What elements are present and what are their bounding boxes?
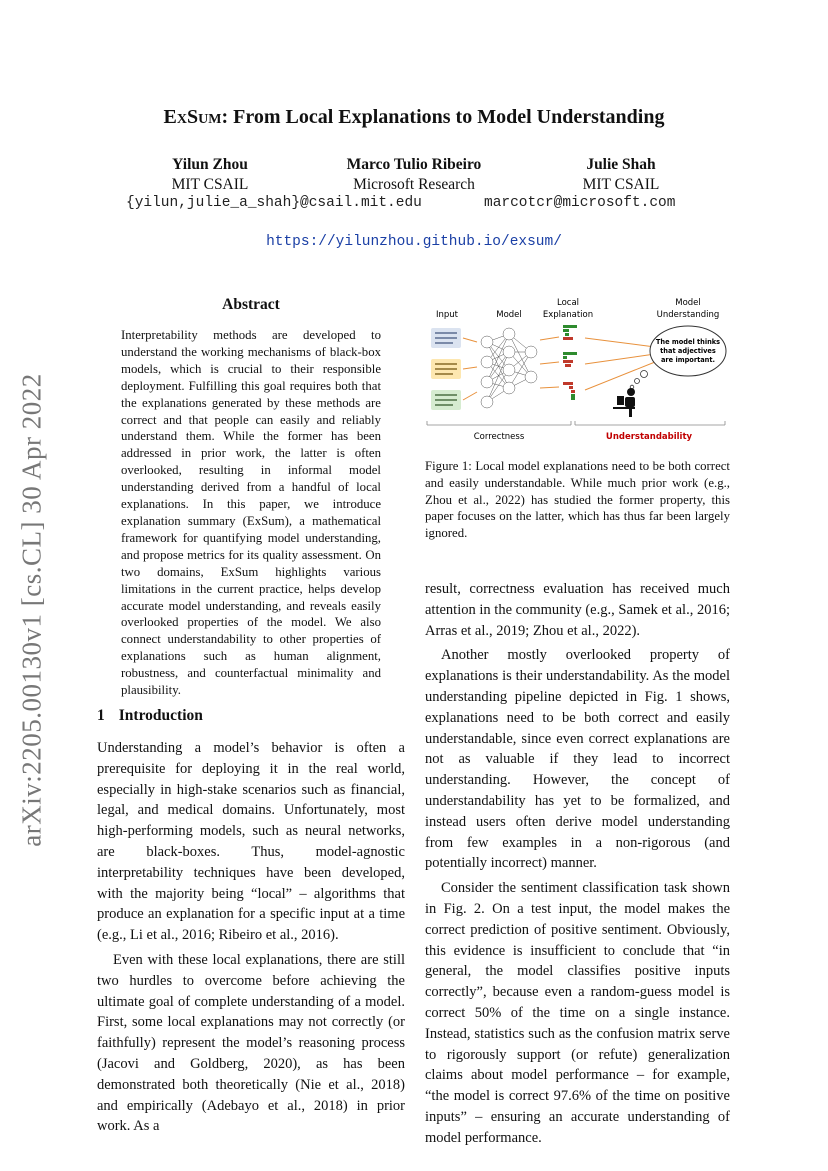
thought-bubble-icon: [630, 326, 726, 389]
fig-label-model: Model: [496, 310, 522, 320]
paragraph: Even with these local explanations, there are still two hurdles to overcome before achieving the ultimate goal of complete understanding of a model. First, some local explanations may not correctly (or faithfully) represent the model’s reasoning process (Jacovi and Goldberg, 2020), as has been demonstrated both theoretically (Nie et al., 2018) and empirically (Adebayo et al., 2018) in prior work. As a: [97, 951, 405, 1135]
fig-label-local: Local: [556, 298, 580, 308]
abstract-body: Interpretability methods are developed to understand the working mechanisms of black-box models, which is crucial to their responsible deployment. Fulfilling this goal requires both that the explanations generated by these methods are correct and that people can easily and reliably understand them. While the former has been addressed in prior work, the latter is often overlooked, resulting in informal model understanding derived from a handful of local explanations. In this paper, we introduce explanation summary (ExSum), a mathematical framework for quantifying model understanding, and propose metrics for its quality assessment. On two domains, ExSum highlights various limitations in the current practice, helps develop accurate model understanding, and reveals easily overlooked properties of the model. We also connect understandability to other properties of explanations such as human alignment, robustness, and counterfactual minimality and plausibility.: [121, 328, 381, 698]
author-affiliation: MIT CSAIL: [582, 176, 660, 193]
author-name: Yilun Zhou: [172, 156, 248, 173]
arxiv-sidebar: [12, 360, 52, 860]
fig-label-model2: Model: [675, 298, 701, 308]
author-email-right: marcotcr@microsoft.com: [484, 195, 676, 211]
paper-title-text: ExSum: From Local Explanations to Model Understanding: [163, 106, 665, 128]
right-column-body: [425, 579, 730, 1149]
paragraph: result, correctness evaluation has received much attention in the community (e.g., Samek et al., 2016; Arras et al., 2019; Zhou et al., 2022).: [425, 581, 730, 639]
person-at-computer-icon: [613, 388, 635, 417]
fig-label-correctness: Correctness: [473, 432, 525, 442]
author-name: Julie Shah: [586, 156, 656, 173]
author-block-3: [541, 155, 701, 195]
neural-network-icon: [481, 328, 537, 408]
bubble-line-1: The model thinks: [655, 338, 721, 346]
section-number: 1: [97, 707, 105, 724]
paragraph: Consider the sentiment classification task shown in Fig. 2. On a test input, the model makes the correct prediction of positive sentiment. Obviously, this evidence is insufficient to conclude that “in general, the model classifies positive inputs correctly”, because even a random-guess model is correct 50% of the time on a single instance. Instead, statistics such as the confusion matrix serve to rigorously support (or refute) generalization claims about model performance – for example, “the model is correct 97.6% of the time on positive inputs” – ensuring an accurate understanding of model performance.: [425, 880, 730, 1146]
author-block-2: [314, 155, 514, 195]
author-name: Marco Tulio Ribeiro: [346, 156, 482, 173]
paragraph: Understanding a model’s behavior is often a prerequisite for deploying it in the real world, especially in high-stake scenarios such as financial, legal, and medical domains. Unfortunately, most high-performing models, such as neural networks, are black-boxes. Thus, model-agnostic interpretability techniques have been developed, with the majority being “local” – algorithms that produce an explanation for a specific input at a time (e.g., Li et al., 2016; Ribeiro et al., 2016).: [97, 740, 405, 944]
abstract-heading: Abstract: [222, 296, 280, 313]
paragraph: Another mostly overlooked property of explanations is their understandability. As the model understanding pipeline depicted in Fig. 1 shows, explanations need to be both correct and easily understandable, since even correct explanations are not as valuable if they lead to incorrect understanding. However, the concept of understandability has yet to be formalized, and instead users often derive model understanding from few examples in a non-rigorous (and potentially incorrect) manner.: [425, 647, 730, 872]
attribution-bars-icon: [563, 325, 577, 400]
author-block-1: [130, 155, 290, 195]
input-doc-icon: [431, 390, 461, 410]
section-title: Introduction: [118, 707, 203, 724]
left-column-body: [97, 738, 405, 1137]
section-heading: [97, 707, 203, 725]
author-affiliation: Microsoft Research: [353, 176, 475, 193]
project-url-link[interactable]: https://yilunzhou.github.io/exsum/: [266, 234, 562, 250]
figure-1-caption: Figure 1: Local model explanations need to be both correct and easily understandable. While much prior work (e.g., Zhou et al., 2022) has studied the former property, this paper focuses on the latter, which has thus far been largely ignored.: [425, 459, 730, 541]
bubble-line-2: that adjectives: [660, 347, 716, 355]
fig-label-understandability: Understandability: [605, 432, 693, 442]
fig-label-explanation: Explanation: [542, 310, 594, 320]
fig-label-input: Input: [435, 310, 459, 320]
author-email-left: {yilun,julie_a_shah}@csail.mit.edu: [126, 195, 422, 211]
input-doc-icon: [431, 359, 461, 379]
figure-1: [425, 292, 735, 447]
fig-label-understanding: Understanding: [656, 310, 720, 320]
bubble-line-3: are important.: [660, 356, 716, 364]
author-affiliation: MIT CSAIL: [171, 176, 249, 193]
paper-title: [0, 106, 828, 129]
input-doc-icon: [431, 328, 461, 348]
figure-1-diagram: [425, 292, 735, 447]
arxiv-identifier: arXiv:2205.00130v1 [cs.CL] 30 Apr 2022: [16, 373, 47, 847]
